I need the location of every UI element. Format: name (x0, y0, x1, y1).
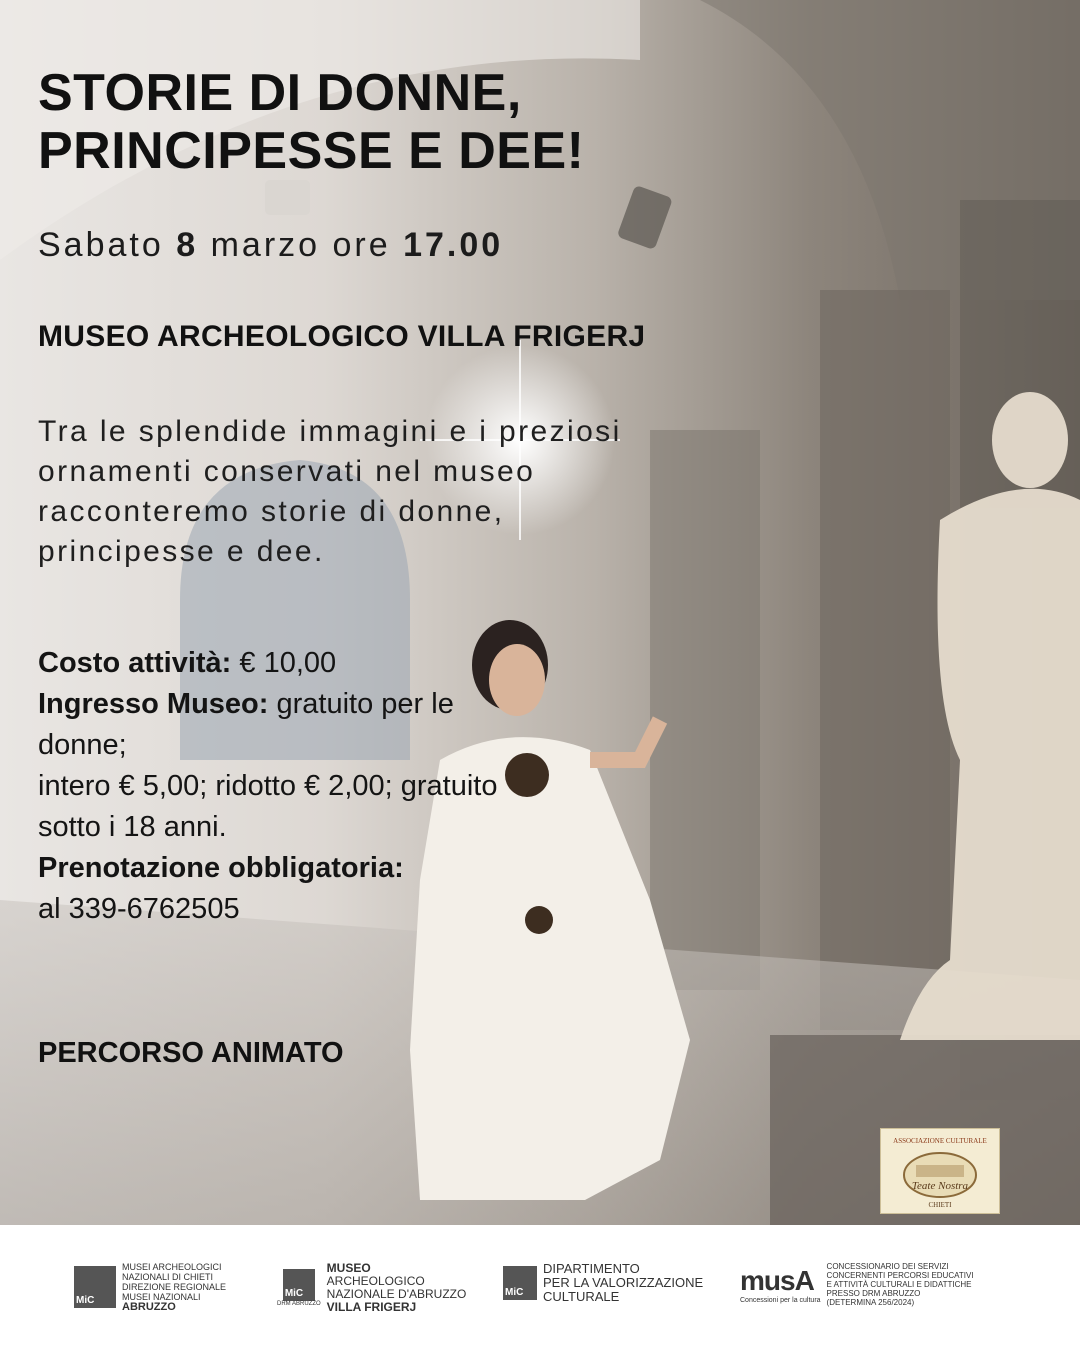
title-line-1: STORIE DI DONNE, (38, 64, 522, 122)
date-day-number: 8 (176, 226, 199, 264)
association-city: CHIETI (928, 1201, 952, 1209)
poster-title (38, 64, 584, 180)
event-description: Tra le splendide immagini e i preziosi ornamenti conservati nel museo racconteremo storie di donne, principesse e dee. (38, 415, 622, 568)
date-day-label: Sabato (38, 226, 164, 264)
event-date (38, 226, 503, 265)
mic-logo-icon: MiC (503, 1266, 537, 1300)
booking-phone: al 339-6762505 (38, 893, 240, 925)
booking-label: Prenotazione obbligatoria: (38, 852, 404, 884)
venue-name: MUSEO ARCHEOLOGICO VILLA FRIGERJ (38, 320, 646, 353)
logo-musei-archeologici-chieti: MiC MUSEI ARCHEOLOGICI NAZIONALI DI CHIETI DIREZIONE REGIONALE MUSEI NAZIONALI ABRUZZO (76, 1262, 227, 1313)
mic-logo-icon: MiC (74, 1266, 116, 1308)
musa-logo-icon: musA (740, 1265, 814, 1296)
entry-label: Ingresso Museo: (38, 688, 269, 720)
entry-value-prices: intero € 5,00; ridotto € 2,00; gratuito sotto i 18 anni. (38, 770, 498, 843)
mic-logo-icon: MiC (283, 1269, 315, 1301)
title-line-2: PRINCIPESSE E DEE! (38, 122, 585, 180)
cost-value: € 10,00 (239, 647, 337, 679)
association-name-arc: ASSOCIAZIONE CULTURALE (893, 1137, 987, 1145)
entry-value-women: gratuito per le donne; (38, 688, 454, 761)
logo-musa: musA Concessioni per la cultura CONCESSIONARIO DEI SERVIZI CONCERNENTI PERCORSI EDUCATIVI E ATTIVITÀ CULTURALI E DIDATTICHE PRESSO DRM ABRUZZO (DETERMINA 256/2024) (740, 1262, 974, 1307)
association-name: Teate Nostra (911, 1180, 969, 1192)
logo-dipartimento-valorizzazione: MiC DIPARTIMENTO PER LA VALORIZZAZIONE CULTURALE (505, 1261, 704, 1304)
logo-museo-villa-frigerj: MiC DRM ABRUZZO MUSEO ARCHEOLOGICO NAZIONALE D'ABRUZZO VILLA FRIGERJ (277, 1261, 467, 1314)
date-month-label: marzo ore (210, 226, 391, 264)
cost-label: Costo attività: (38, 647, 232, 679)
association-logo (880, 1128, 1000, 1214)
date-time: 17.00 (403, 226, 504, 264)
event-info (38, 643, 518, 930)
event-tagline: PERCORSO ANIMATO (38, 1037, 344, 1069)
